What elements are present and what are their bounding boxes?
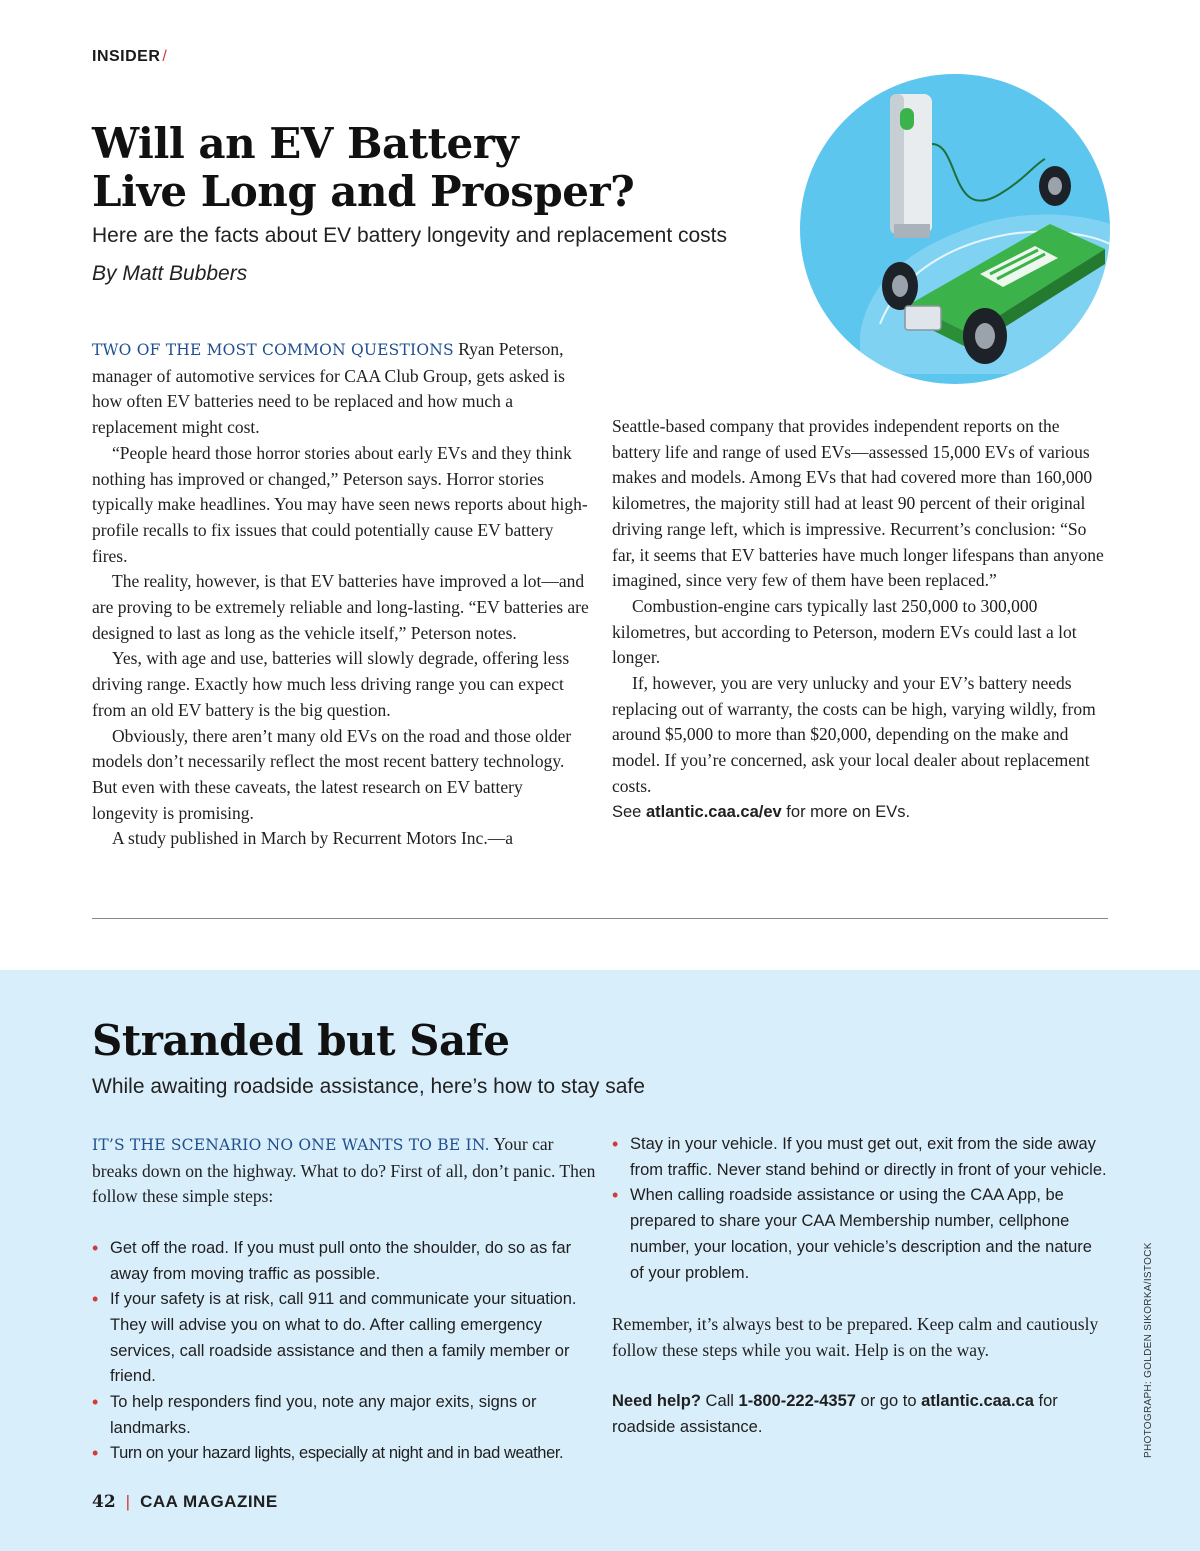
article-column-left (92, 337, 590, 852)
title-line-1: Will an EV Battery (92, 119, 519, 168)
paragraph (92, 337, 590, 441)
ev-charging-battery-illustration-icon (800, 74, 1110, 384)
list-item: • To help responders find you, note any major exits, signs or landmarks. (92, 1390, 597, 1441)
article-column-right (612, 414, 1110, 825)
byline: By Matt Bubbers (92, 262, 248, 285)
paragraph: Yes, with age and use, batteries will slowly degrade, offering less driving range. Exactly how much less driving range you can expect from an old EV battery is the big question. (92, 648, 570, 720)
list-item: • Stay in your vehicle. If you must get out, exit from the side away from traffic. Never stand behind or directly in front of your vehicle. (612, 1132, 1110, 1183)
paragraph: Combustion-engine cars typically last 250,000 to 300,000 kilometres, but according to Peterson, modern EVs could last a lot longer. (612, 595, 1077, 668)
help-call: Call (700, 1392, 739, 1410)
list-item: • Get off the road. If you must pull onto the shoulder, do so as far away from moving traffic as possible. (92, 1236, 597, 1287)
sidebar-column-left (92, 1132, 597, 1467)
list-item: • When calling roadside assistance or using the CAA App, be prepared to share your CAA Membership number, cellphone number, your location, your vehicle’s description and the nature of your problem. (612, 1183, 1110, 1286)
article-title (92, 120, 772, 216)
page-number: 42 (92, 1492, 116, 1512)
footer-separator: | (125, 1492, 131, 1511)
phone-number-link[interactable]: 1-800-222-4357 (738, 1392, 856, 1410)
sidebar-title: Stranded but Safe (92, 1016, 510, 1065)
help-suffix: for roadside assistance. (612, 1392, 1058, 1436)
intro-paragraph (92, 1132, 597, 1210)
lead-in: IT’S THE SCENARIO NO ONE WANTS TO BE IN. (92, 1136, 490, 1154)
magazine-name: CAA MAGAZINE (140, 1492, 278, 1511)
help-or: or go to (855, 1392, 922, 1410)
tips-list-right (612, 1132, 1110, 1286)
paragraph: A study published in March by Recurrent Motors Inc.—a (112, 828, 513, 849)
paragraph-text: Ryan Peterson, manager of automotive services for CAA Club Group, gets asked is how often EV batteries need to be replaced and how much a replacement might cost. (92, 339, 565, 438)
page-footer (92, 1492, 278, 1512)
intro-text: Your car breaks down on the highway. What to do? First of all, don’t panic. Then follow these simple steps: (92, 1134, 596, 1207)
help-paragraph (612, 1389, 1110, 1440)
title-line-2: Live Long and Prosper? (92, 167, 635, 216)
sidebar-column-right (612, 1132, 1110, 1440)
website-link[interactable]: atlantic.caa.ca (921, 1392, 1034, 1410)
list-item: • Turn on your hazard lights, especially at night and in bad weather. (92, 1441, 597, 1467)
lead-in: TWO OF THE MOST COMMON QUESTIONS (92, 341, 454, 359)
paragraph: If, however, you are very unlucky and your EV’s battery needs replacing out of warranty, the costs can be high, varying wildly, from around $5,000 to more than $20,000, depending on the make and model. If you’re concerned, ask your local dealer about replacement costs. (612, 673, 1096, 796)
section-slash: / (162, 48, 168, 65)
tips-list-left (92, 1236, 597, 1467)
sidebar-subtitle: While awaiting roadside assistance, here’s how to stay safe (92, 1075, 645, 1098)
paragraph: Obviously, there aren’t many old EVs on the road and those older models don’t necessarily reflect the most recent battery technology. But even with these caveats, the latest research on EV battery longevity is promising. (92, 725, 572, 823)
help-label: Need help? (612, 1392, 701, 1410)
article-subtitle: Here are the facts about EV battery longevity and replacement costs (92, 224, 728, 247)
paragraph: “People heard those horror stories about early EVs and they think nothing has improved or changed,” Peterson says. Horror stories typically make headlines. You may have seen news reports about high-profile recalls to fix issues that could potentially cause EV battery fires. (92, 442, 588, 566)
remember-paragraph: Remember, it’s always best to be prepared. Keep calm and cautiously follow these steps while you wait. Help is on the way. (612, 1313, 1099, 1360)
paragraph: The reality, however, is that EV batteries have improved a lot—and are proving to be extremely reliable and long-lasting. “EV batteries are designed to last as long as the vehicle itself,” Peterson notes. (92, 571, 589, 643)
see-suffix: for more on EVs. (781, 802, 911, 821)
section-tag (92, 48, 167, 66)
photo-credit: PHOTOGRAPH: GOLDEN SIKORKA/ISTOCK (1143, 1242, 1154, 1458)
paragraph: Seattle-based company that provides independent reports on the battery life and range of used EVs—assessed 15,000 EVs of various makes and models. Among EVs that had covered more than 160,000 kilometres, the majority still had at least 90 percent of their original driving range left, which is impressive. Recurrent’s conclusion: “So far, it seems that EV batteries have much longer lifespans than anyone imagined, since very few of them have been replaced.” (612, 416, 1104, 591)
see-prefix: See (612, 802, 646, 821)
see-more (612, 800, 1110, 826)
ev-link[interactable]: atlantic.caa.ca/ev (645, 802, 782, 821)
list-item: • If your safety is at risk, call 911 and communicate your situation. They will advise you on what to do. After calling emergency services, call roadside assistance and then a family member or friend. (92, 1287, 597, 1390)
section-label: INSIDER (92, 48, 161, 65)
divider (92, 918, 1108, 919)
